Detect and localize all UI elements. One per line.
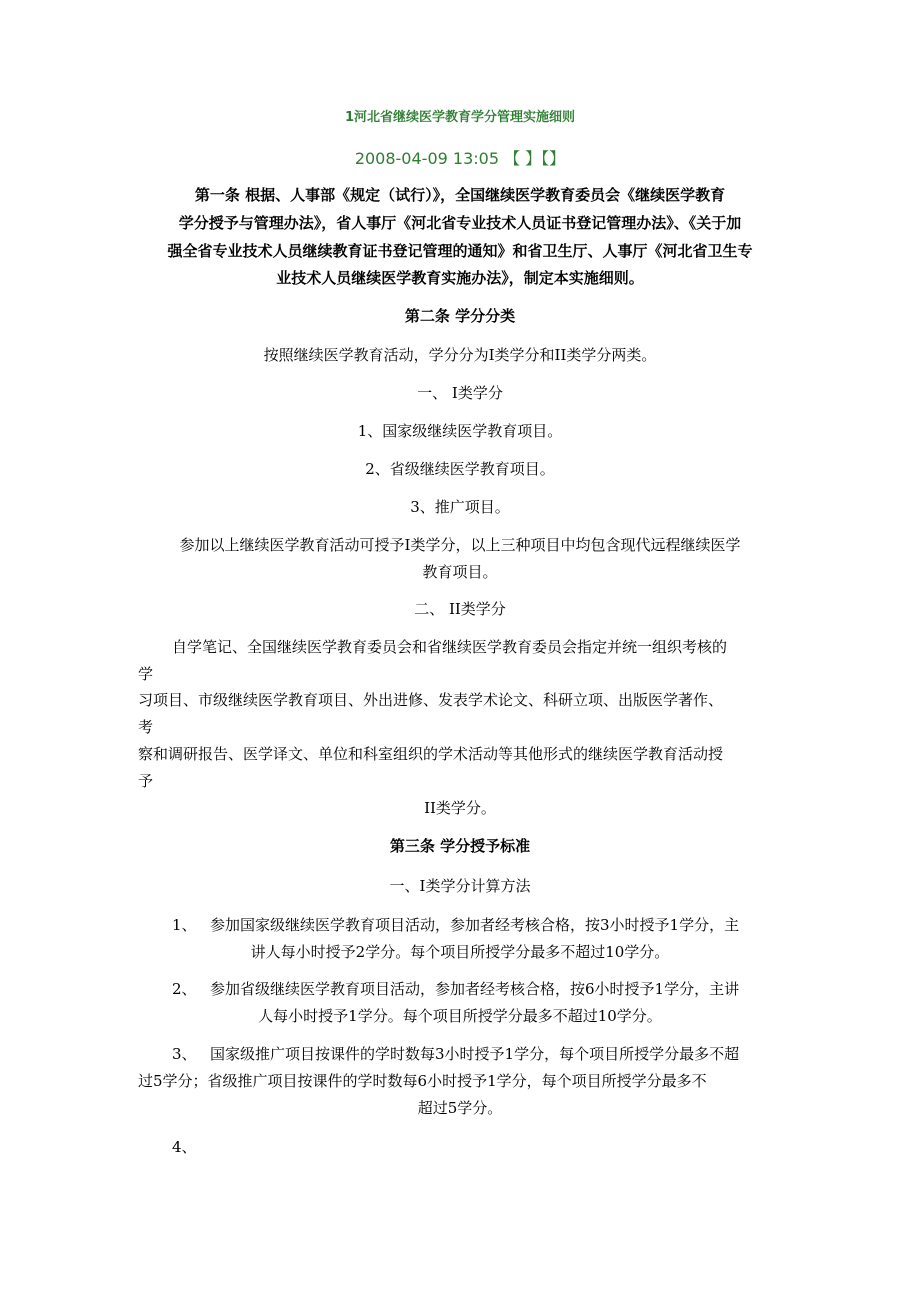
article3-heading: 第三条 学分授予标准: [389, 837, 531, 855]
publish-date: 2008-04-09 13:05 【 】【】: [354, 149, 566, 168]
class2-line: 考: [138, 718, 154, 736]
class2-line: 习项目、市级继续医学教育项目、外出进修、发表学术论文、科研立项、出版医学著作、: [138, 691, 724, 709]
class1-item: 2、省级继续医学教育项目。: [365, 460, 555, 478]
class1-note-line: 参加以上继续医学教育活动可授予I类学分，以上三种项目中均包含现代远程继续医学: [179, 536, 741, 554]
class2-line: 学: [138, 665, 154, 683]
article2-intro: 按照继续医学教育活动，学分分为I类学分和II类学分两类。: [263, 346, 657, 364]
class2-line: 自学笔记、全国继续医学教育委员会和省继续医学教育委员会指定并统一组织考核的: [172, 638, 728, 656]
class2-line: 察和调研报告、医学译文、单位和科室组织的学术活动等其他形式的继续医学教育活动授: [138, 745, 724, 763]
item-text: 参加国家级继续医学教育项目活动，参加者经考核合格，按3小时授予1学分，主: [210, 916, 740, 934]
article1-line: 第一条 根据、人事部《规定（试行）》，全国继续医学教育委员会《继续医学教育: [194, 186, 726, 204]
item-number: 4、: [172, 1138, 197, 1156]
article1-line: 业技术人员继续医学教育实施办法》，制定本实施细则。: [276, 269, 644, 287]
class2-line: II类学分。: [424, 799, 496, 817]
article2-heading: 第二条 学分分类: [404, 307, 516, 325]
item-text: 人每小时授予1学分。每个项目所授学分最多不超过10学分。: [258, 1007, 662, 1025]
item-text: 讲人每小时授予2学分。每个项目所授学分最多不超过10学分。: [250, 943, 670, 961]
class2-line: 予: [138, 772, 154, 790]
class1-note-line: 教育项目。: [422, 563, 498, 581]
item-text: 超过5学分。: [417, 1099, 503, 1117]
item-text: 国家级推广项目按课件的学时数每3小时授予1学分，每个项目所授学分最多不超: [210, 1045, 740, 1063]
class2-heading: 二、 II类学分: [414, 600, 506, 618]
document-title: 1河北省继续医学教育学分管理实施细则: [344, 110, 576, 125]
class1-item: 3、推广项目。: [410, 498, 510, 516]
item-number: 2、: [172, 980, 197, 998]
item-text: 参加省级继续医学教育项目活动，参加者经考核合格，按6小时授予1学分，主讲: [210, 980, 740, 998]
article1-line: 强全省专业技术人员继续教育证书登记管理的通知》和省卫生厅、人事厅《河北省卫生专: [167, 242, 753, 260]
class1-heading: 一、 I类学分: [417, 384, 503, 402]
item-number: 3、: [172, 1045, 197, 1063]
article1-line: 学分授予与管理办法》，省人事厅《河北省专业技术人员证书登记管理办法》、《关于加: [178, 214, 742, 232]
article3-subheading: 一、I类学分计算方法: [389, 877, 531, 895]
class1-item: 1、国家级继续医学教育项目。: [357, 422, 563, 440]
item-text: 过5学分；省级推广项目按课件的学时数每6小时授予1学分，每个项目所授学分最多不: [138, 1072, 707, 1090]
item-number: 1、: [172, 916, 197, 934]
